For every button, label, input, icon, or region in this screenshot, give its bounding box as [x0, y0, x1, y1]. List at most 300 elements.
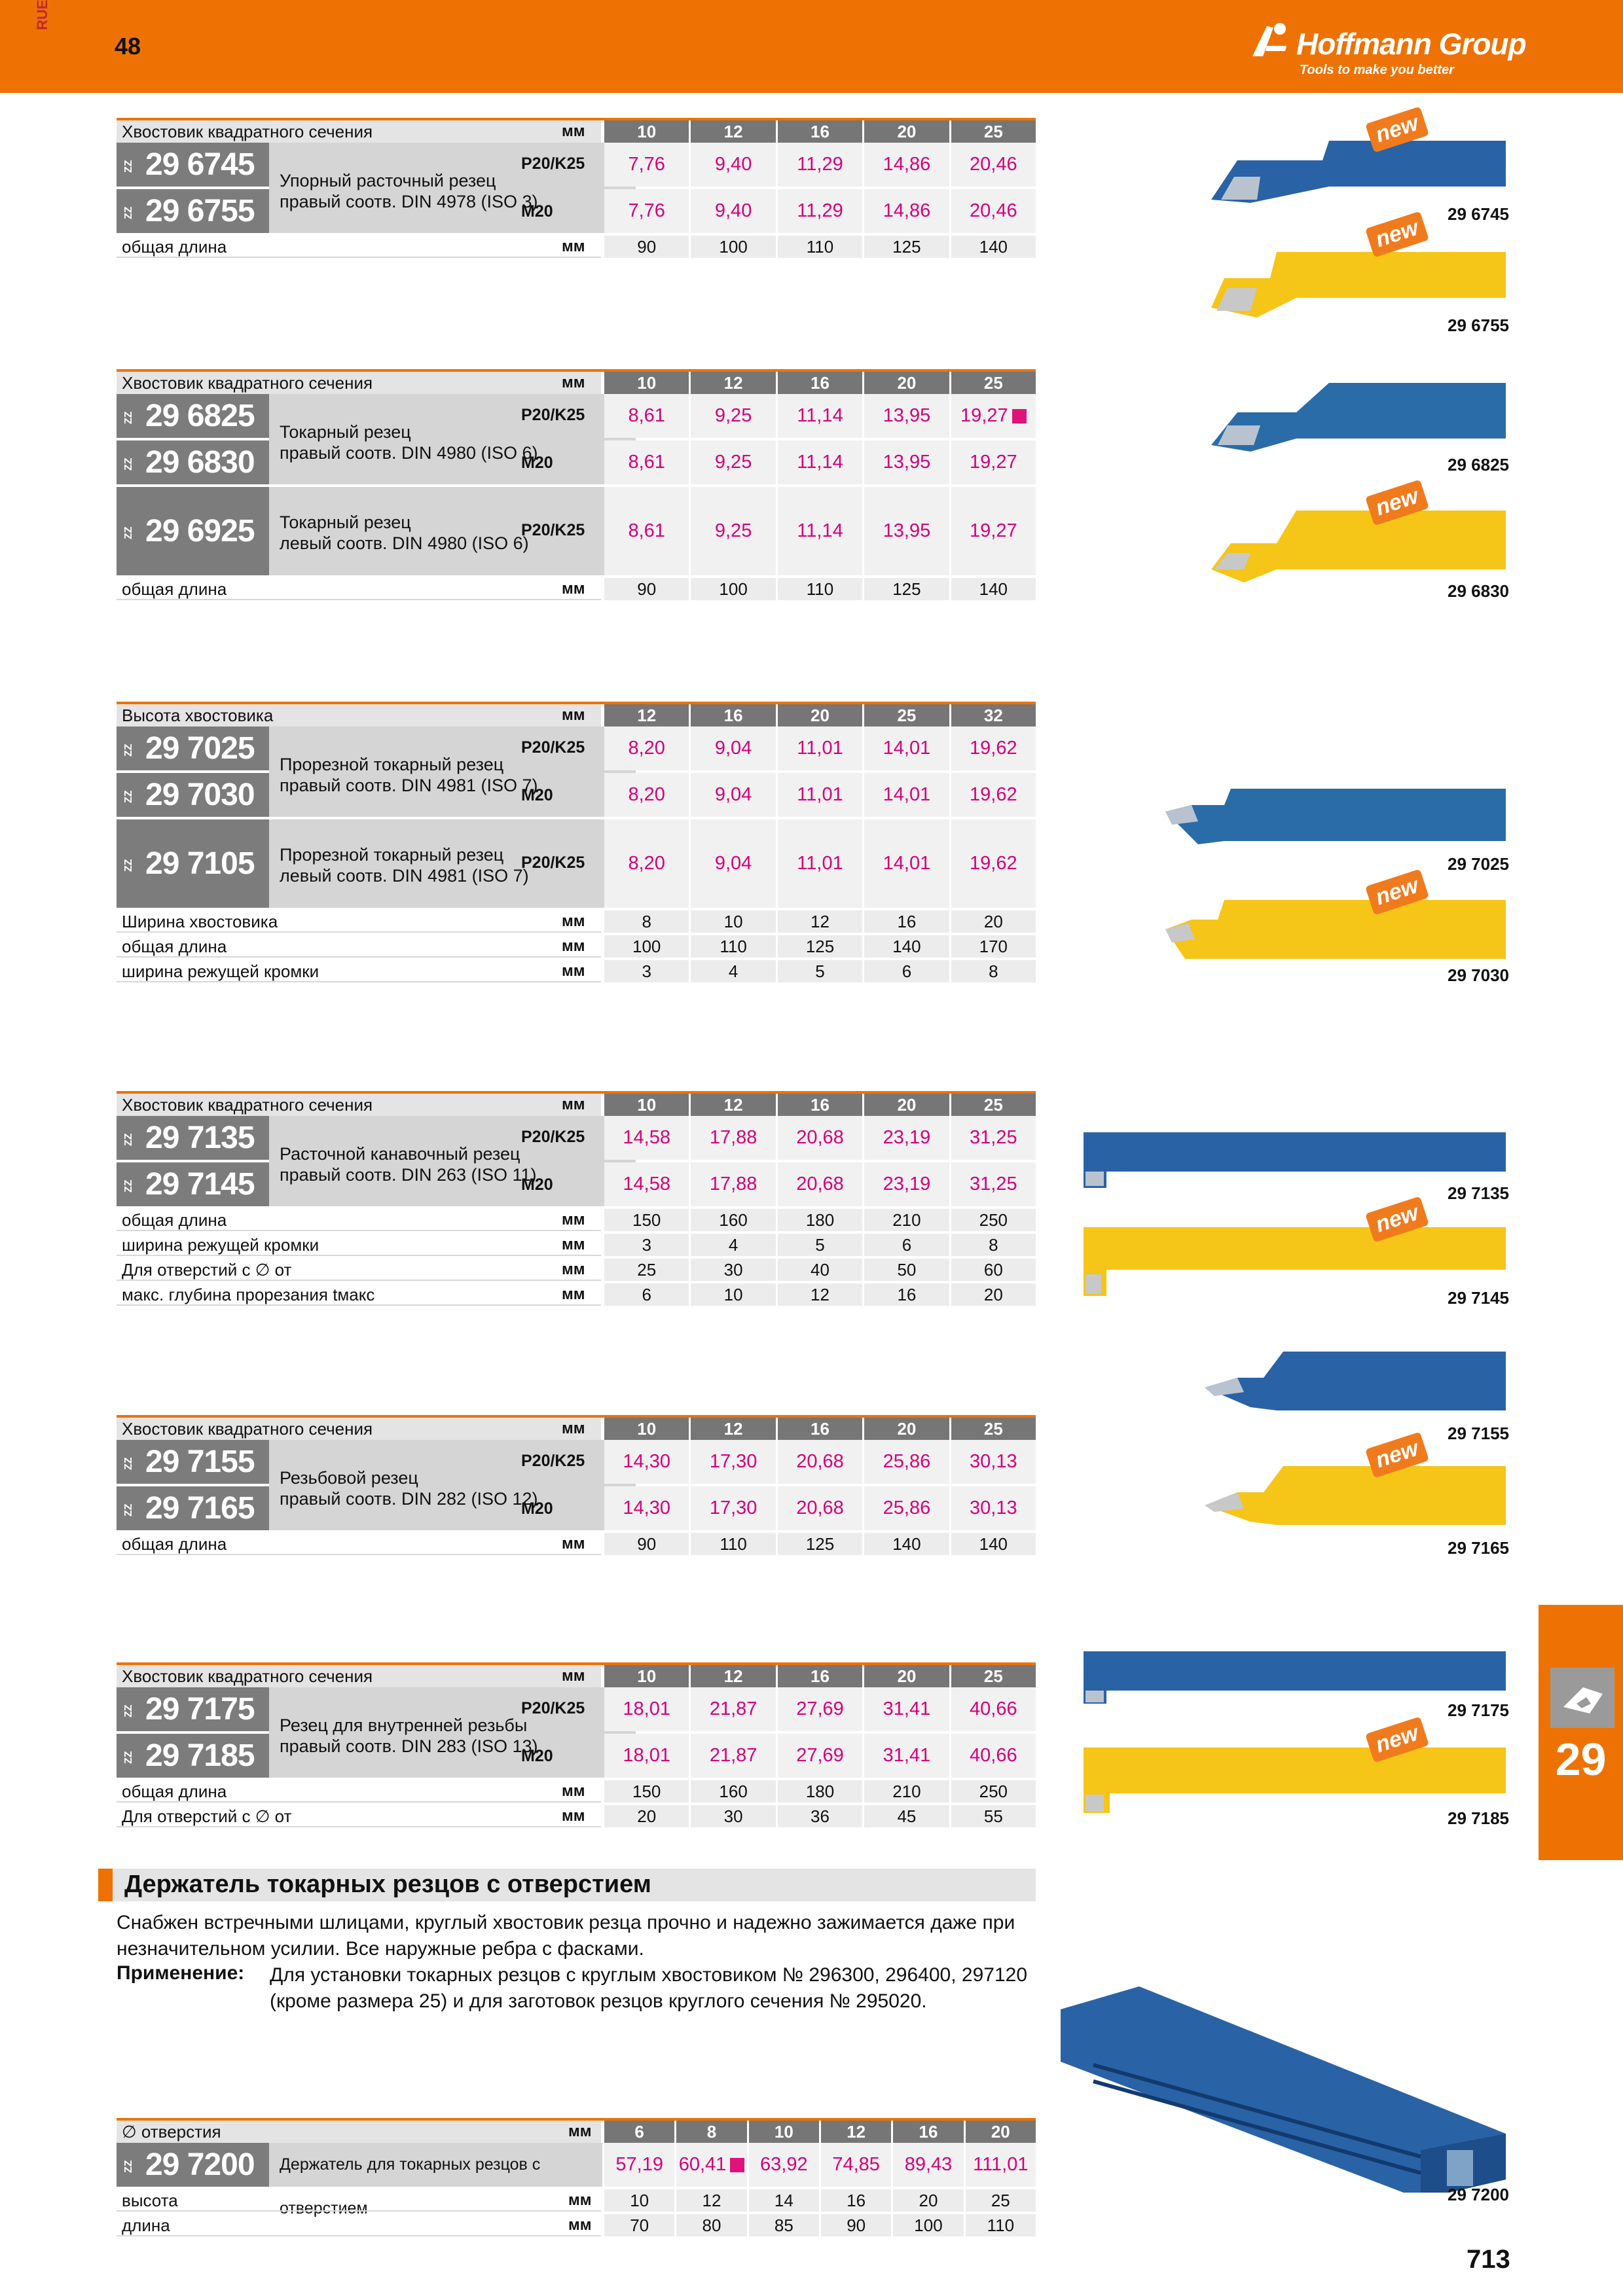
header-unit: мм: [562, 1667, 585, 1685]
price-cell-marked: [676, 2143, 746, 2187]
spec-unit: мм: [562, 1285, 585, 1303]
price-cell: 25,86: [864, 1486, 949, 1530]
spec-row: [117, 910, 1036, 933]
spec-row: [117, 960, 1036, 982]
article-number: 29 7030: [145, 778, 255, 812]
tool-image-yellow: [1198, 504, 1512, 589]
product-row: [117, 1687, 1036, 1731]
price-cell: 17,88: [691, 1116, 775, 1160]
product-name: Прорезной токарный резец левый соотв. DIN 4981 (ISO 7): [269, 819, 636, 908]
price-cell: 20,68: [778, 1486, 862, 1530]
size-cell: 20: [864, 1418, 949, 1440]
grade-label: P20/K25: [521, 406, 585, 424]
spec-cell: 30: [691, 1259, 775, 1281]
spec-cell: 80: [676, 2214, 746, 2236]
spec-label: общая длина: [117, 578, 601, 600]
spec-label: Для отверстий с ∅ от: [117, 1259, 601, 1281]
zz-label: ZZ: [123, 744, 134, 757]
spec-unit: мм: [562, 1535, 585, 1552]
product-row: [117, 1162, 1036, 1206]
turning-insert-icon: [1550, 1668, 1614, 1728]
product-row: [117, 440, 1036, 484]
spec-label: общая длина: [117, 1209, 601, 1231]
table-header-row: [117, 702, 1036, 726]
chapter-number: 29: [1555, 1734, 1607, 1785]
image-code: 29 7025: [1448, 854, 1509, 874]
spec-label: общая длина: [117, 1780, 601, 1803]
zz-label: ZZ: [123, 1179, 134, 1193]
section-marker: [98, 1869, 113, 1901]
price-cell: 31,41: [864, 1687, 949, 1731]
header-unit: мм: [562, 122, 585, 140]
spec-cell: 25: [966, 2189, 1036, 2212]
article-number: 29 7025: [145, 731, 255, 766]
spec-cell: 12: [778, 910, 862, 933]
size-cell: 20: [864, 1665, 949, 1687]
grade-label: M20: [521, 786, 553, 804]
price-cell: 57,19: [604, 2143, 674, 2187]
product-name: Упорный расточный резец правый соотв. DIN 4978 (ISO 3): [269, 143, 636, 233]
new-badge: new: [1365, 480, 1429, 526]
size-cell: 25: [951, 1665, 1036, 1687]
table-header-row: [117, 118, 1036, 143]
spec-row: [117, 1805, 1036, 1827]
spec-cell: 16: [821, 2189, 891, 2212]
price-cell: 21,87: [691, 1687, 775, 1731]
spec-cell: 140: [951, 578, 1036, 600]
zz-label: ZZ: [123, 206, 134, 219]
product-row: [117, 143, 1036, 187]
product-row: [117, 1734, 1036, 1778]
header-label: Высота хвостовика: [117, 704, 601, 726]
spec-cell: 20: [951, 910, 1036, 933]
price-cell: 13,95: [864, 394, 949, 438]
price-cell: 14,30: [604, 1486, 689, 1530]
header-unit: мм: [562, 374, 585, 391]
spec-cell: 110: [778, 236, 862, 258]
spec-unit: мм: [562, 238, 585, 255]
header-label: ∅ отверстия: [117, 2121, 601, 2143]
new-badge: new: [1365, 107, 1429, 153]
spec-label: ширина режущей кромки: [117, 960, 601, 982]
price-cell: 18,01: [604, 1687, 689, 1731]
spec-row: [117, 1209, 1036, 1231]
spec-cell: 140: [951, 1533, 1036, 1555]
image-code: 29 7200: [1448, 2185, 1509, 2204]
size-cell: 10: [604, 1094, 689, 1116]
header-unit: мм: [562, 706, 585, 724]
price-cell: 19,62: [951, 726, 1036, 770]
spec-unit: мм: [562, 1807, 585, 1825]
price-cell: 11,01: [778, 819, 862, 908]
size-cell: 25: [864, 704, 949, 726]
grade-label: P20/K25: [521, 154, 585, 173]
size-cell: 25: [951, 120, 1036, 143]
article-number: 29 6825: [145, 399, 255, 433]
spec-cell: 6: [864, 960, 949, 982]
price-value: 19,27: [960, 405, 1008, 426]
grade-label: P20/K25: [521, 521, 585, 539]
application-text: Для установки токарных резцов с круглым хвостовиком № 296300, 296400, 297120 (кроме размера 25) и для заготовок резцов круглого сечения № 295020.: [270, 1964, 1028, 2012]
grade-label: M20: [521, 1499, 553, 1518]
price-cell: 8,20: [604, 726, 689, 770]
size-cell: 32: [951, 704, 1036, 726]
price-cell: 9,04: [691, 819, 775, 908]
size-cell: 25: [951, 372, 1036, 394]
brand-name: Hoffmann Group: [1296, 27, 1526, 61]
product-name: Держатель для токарных резцов с отверстием: [269, 2143, 602, 2187]
new-price-marker-icon: [1012, 409, 1027, 423]
article-number: 29 7145: [145, 1167, 255, 1202]
image-code: 29 6755: [1448, 315, 1509, 335]
price-cell: 9,40: [691, 189, 775, 233]
grade-label: M20: [521, 1747, 553, 1765]
size-cell: 12: [604, 704, 689, 726]
size-cell: 12: [691, 1094, 775, 1116]
price-cell: 11,01: [778, 726, 862, 770]
spec-cell: 30: [691, 1805, 775, 1827]
price-cell: 20,46: [951, 143, 1036, 187]
table-header-row: [117, 2118, 1036, 2143]
image-code: 29 7165: [1448, 1538, 1509, 1558]
spec-row: [117, 2214, 1036, 2236]
tool-image-blue: [1080, 1641, 1512, 1707]
spec-cell: 100: [604, 935, 689, 958]
image-code: 29 7185: [1448, 1808, 1509, 1828]
spec-cell: 20: [604, 1805, 689, 1827]
spec-cell: 3: [604, 960, 689, 982]
spec-cell: 4: [691, 960, 775, 982]
spec-unit: мм: [562, 580, 585, 598]
product-row: [117, 726, 1036, 770]
size-cell: 16: [893, 2121, 963, 2143]
product-row: [117, 1486, 1036, 1530]
size-cell: 8: [676, 2121, 746, 2143]
price-cell: 27,69: [778, 1687, 862, 1731]
spec-unit: мм: [562, 1782, 585, 1800]
size-cell: 20: [864, 372, 949, 394]
size-cell: 20: [966, 2121, 1036, 2143]
spec-row: [117, 578, 1036, 600]
product-row: [117, 487, 1036, 575]
size-cell: 10: [604, 1665, 689, 1687]
price-cell: 63,92: [749, 2143, 819, 2187]
price-cell: 40,66: [951, 1734, 1036, 1778]
spec-label: общая длина: [117, 1533, 601, 1555]
section-description: Снабжен встречными шлицами, круглый хвостовик резца прочно и надежно зажимается даже при незначительном усилии. Все наружные ребра с фасками.: [117, 1912, 1015, 1960]
price-cell: 14,86: [864, 143, 949, 187]
spec-cell: 45: [864, 1805, 949, 1827]
size-cell: 25: [951, 1094, 1036, 1116]
header-label: Хвостовик квадратного сечения: [117, 1094, 601, 1116]
spec-cell: 50: [864, 1259, 949, 1281]
image-code: 29 7145: [1448, 1288, 1509, 1308]
size-cell: 12: [691, 372, 775, 394]
spec-cell: 4: [691, 1234, 775, 1256]
price-cell: 20,46: [951, 189, 1036, 233]
product-row: [117, 189, 1036, 233]
price-cell: 17,30: [691, 1440, 775, 1484]
spec-cell: 60: [951, 1259, 1036, 1281]
spec-unit: мм: [562, 962, 585, 980]
article-number: 29 7185: [145, 1738, 255, 1773]
spec-row: [117, 1533, 1036, 1555]
spec-cell: 12: [778, 1283, 862, 1306]
image-code: 29 7030: [1448, 965, 1509, 985]
spec-row: [117, 1234, 1036, 1256]
article-number: 29 6745: [145, 147, 255, 182]
image-code: 29 7135: [1448, 1183, 1509, 1203]
brand-tagline: Tools to make you better: [1300, 63, 1454, 77]
price-cell: 19,27: [951, 487, 1036, 575]
product-name: Прорезной токарный резец правый соотв. DIN 4981 (ISO 7): [269, 726, 636, 817]
price-cell: 89,43: [893, 2143, 963, 2187]
tool-image-yellow: [1198, 239, 1512, 324]
price-cell: 11,14: [778, 440, 862, 484]
price-cell: 23,19: [864, 1162, 949, 1206]
new-price-marker-icon: [730, 2158, 744, 2172]
table-header-row: [117, 1415, 1036, 1440]
new-badge: new: [1365, 1432, 1429, 1479]
header-label: Хвостовик квадратного сечения: [117, 1665, 601, 1687]
price-cell: 8,20: [604, 773, 689, 817]
zz-label: ZZ: [123, 2160, 134, 2173]
price-cell: 11,14: [778, 487, 862, 575]
product-row: [117, 819, 1036, 908]
spec-cell: 8: [951, 960, 1036, 982]
price-cell: 20,68: [778, 1116, 862, 1160]
spec-cell: 40: [778, 1259, 862, 1281]
price-cell: 20,68: [778, 1440, 862, 1484]
size-cell: 12: [691, 1418, 775, 1440]
spec-cell: 100: [691, 578, 775, 600]
spec-cell: 55: [951, 1805, 1036, 1827]
price-cell: 9,40: [691, 143, 775, 187]
language-code: RUE: [34, 0, 50, 30]
price-cell: 25,86: [864, 1440, 949, 1484]
grade-label: P20/K25: [521, 1699, 585, 1717]
spec-cell: 10: [604, 2189, 674, 2212]
image-code: 29 7175: [1448, 1700, 1509, 1720]
zz-label: ZZ: [123, 457, 134, 471]
price-cell: 19,27: [951, 440, 1036, 484]
spec-cell: 16: [864, 1283, 949, 1306]
grade-label: P20/K25: [521, 1128, 585, 1146]
article-number: 29 7200: [145, 2147, 255, 2182]
price-cell: 13,95: [864, 440, 949, 484]
price-cell: 14,58: [604, 1162, 689, 1206]
price-cell: 11,14: [778, 394, 862, 438]
header-label: Хвостовик квадратного сечения: [117, 120, 601, 143]
price-cell: 8,61: [604, 487, 689, 575]
spec-cell: 150: [604, 1780, 689, 1803]
spec-cell: 250: [951, 1209, 1036, 1231]
spec-unit: мм: [568, 2216, 592, 2234]
price-cell: 20,68: [778, 1162, 862, 1206]
size-cell: 6: [604, 2121, 674, 2143]
spec-unit: мм: [562, 912, 585, 930]
spec-cell: 20: [951, 1283, 1036, 1306]
size-cell: 16: [778, 1665, 862, 1687]
tool-image-blue: [1198, 373, 1512, 458]
price-cell: 11,29: [778, 189, 862, 233]
image-code: 29 7155: [1448, 1424, 1509, 1443]
zz-label: ZZ: [123, 1704, 134, 1717]
size-cell: 10: [604, 372, 689, 394]
size-cell: 10: [604, 1418, 689, 1440]
spec-cell: 70: [604, 2214, 674, 2236]
price-cell: 23,19: [864, 1116, 949, 1160]
price-cell: 7,76: [604, 189, 689, 233]
page-number-left: 48: [115, 33, 141, 60]
spec-cell: 90: [604, 578, 689, 600]
price-cell: 9,25: [691, 487, 775, 575]
header-label: Хвостовик квадратного сечения: [117, 372, 601, 394]
table-header-row: [117, 369, 1036, 394]
spec-cell: 85: [749, 2214, 819, 2236]
spec-cell: 90: [604, 1533, 689, 1555]
tool-image-blue: [1159, 785, 1512, 851]
price-cell: 11,01: [778, 773, 862, 817]
zz-label: ZZ: [123, 160, 134, 173]
tool-image-yellow: [1159, 897, 1512, 969]
price-cell: 31,41: [864, 1734, 949, 1778]
spec-cell: 90: [821, 2214, 891, 2236]
price-cell: 40,66: [951, 1687, 1036, 1731]
zz-label: ZZ: [123, 1133, 134, 1146]
spec-cell: 12: [676, 2189, 746, 2212]
spec-label: длина: [117, 2214, 601, 2236]
spec-unit: мм: [562, 1211, 585, 1229]
size-cell: 20: [864, 120, 949, 143]
grade-label: M20: [521, 454, 553, 472]
price-cell: 9,25: [691, 440, 775, 484]
price-cell: 14,01: [864, 726, 949, 770]
application-label: Применение:: [117, 1962, 245, 1984]
spec-cell: 150: [604, 1209, 689, 1231]
tool-image-yellow: [1198, 1456, 1512, 1535]
spec-row: [117, 935, 1036, 958]
table-header-row: [117, 1662, 1036, 1687]
zz-label: ZZ: [123, 859, 134, 872]
section-title: Держатель токарных резцов с отверстием: [124, 1871, 651, 1898]
price-cell: 14,86: [864, 189, 949, 233]
article-number: 29 7175: [145, 1692, 255, 1727]
article-number: 29 7105: [145, 846, 255, 881]
spec-cell: 20: [893, 2189, 963, 2212]
price-cell: 31,25: [951, 1162, 1036, 1206]
price-cell: 8,61: [604, 394, 689, 438]
price-cell: 17,88: [691, 1162, 775, 1206]
zz-label: ZZ: [123, 790, 134, 803]
spec-cell: 110: [778, 578, 862, 600]
article-number: 29 7165: [145, 1491, 255, 1526]
spec-unit: мм: [568, 2191, 592, 2209]
table-header-row: [117, 1091, 1036, 1116]
spec-cell: 140: [951, 236, 1036, 258]
price-cell: 30,13: [951, 1486, 1036, 1530]
price-cell: 111,01: [966, 2143, 1036, 2187]
spec-label: Для отверстий с ∅ от: [117, 1805, 601, 1827]
spec-unit: мм: [562, 1261, 585, 1278]
spec-cell: 210: [864, 1780, 949, 1803]
spec-cell: 125: [778, 935, 862, 958]
product-name: Резец для внутренней резьбы правый соотв. DIN 283 (ISO 13): [269, 1687, 636, 1778]
chapter-tab: [1539, 1605, 1623, 1860]
header-unit: мм: [562, 1096, 585, 1113]
product-row: [117, 394, 1036, 438]
spec-cell: 125: [864, 236, 949, 258]
tool-image-blue: [1080, 1126, 1512, 1191]
spec-cell: 5: [778, 960, 862, 982]
new-badge: new: [1365, 1196, 1429, 1243]
spec-cell: 210: [864, 1209, 949, 1231]
article-number: 29 7135: [145, 1121, 255, 1155]
spec-cell: 250: [951, 1780, 1036, 1803]
spec-cell: 180: [778, 1209, 862, 1231]
image-code: 29 6745: [1448, 204, 1509, 224]
spec-cell: 100: [691, 236, 775, 258]
image-code: 29 6830: [1448, 581, 1509, 601]
spec-cell: 140: [864, 935, 949, 958]
spec-cell: 110: [691, 935, 775, 958]
price-cell: 31,25: [951, 1116, 1036, 1160]
zz-label: ZZ: [123, 1457, 134, 1470]
spec-cell: 8: [604, 910, 689, 933]
grade-label: M20: [521, 1175, 553, 1194]
spec-cell: 25: [604, 1259, 689, 1281]
spec-cell: 10: [691, 910, 775, 933]
tool-image-yellow: [1080, 1741, 1512, 1820]
size-cell: 16: [778, 1094, 862, 1116]
price-cell: 19,62: [951, 819, 1036, 908]
spec-cell: 160: [691, 1780, 775, 1803]
spec-cell: 110: [966, 2214, 1036, 2236]
zz-label: ZZ: [123, 526, 134, 539]
product-name: Расточной канавочный резец правый соотв. DIN 263 (ISO 11): [269, 1116, 636, 1206]
grade-label: P20/K25: [521, 1452, 585, 1470]
spec-cell: 6: [604, 1283, 689, 1306]
product-name: Токарный резец левый соотв. DIN 4980 (ISO 6): [269, 487, 636, 575]
zz-label: ZZ: [123, 1751, 134, 1764]
spec-row: [117, 236, 1036, 258]
size-cell: 16: [691, 704, 775, 726]
grade-label: M20: [521, 202, 553, 221]
spec-label: ширина режущей кромки: [117, 1234, 601, 1256]
price-cell: 14,01: [864, 773, 949, 817]
article-number: 29 6830: [145, 445, 255, 480]
header-label: Хвостовик квадратного сечения: [117, 1418, 601, 1440]
spec-unit: мм: [562, 1236, 585, 1253]
spec-cell: 140: [864, 1533, 949, 1555]
new-badge: new: [1365, 211, 1429, 258]
spec-cell: 110: [691, 1533, 775, 1555]
spec-unit: мм: [562, 937, 585, 955]
spec-row: [117, 1780, 1036, 1803]
price-cell: 14,01: [864, 819, 949, 908]
price-cell: 19,62: [951, 773, 1036, 817]
product-name: Токарный резец правый соотв. DIN 4980 (ISO 6): [269, 394, 636, 484]
hoffmann-logo-icon: [1247, 20, 1293, 59]
product-row: [117, 773, 1036, 817]
grade-label: P20/K25: [521, 853, 585, 872]
spec-label: Ширина хвостовика: [117, 910, 601, 933]
spec-cell: 14: [749, 2189, 819, 2212]
size-cell: 10: [604, 120, 689, 143]
spec-cell: 6: [864, 1234, 949, 1256]
size-cell: 16: [778, 120, 862, 143]
spec-cell: 160: [691, 1209, 775, 1231]
